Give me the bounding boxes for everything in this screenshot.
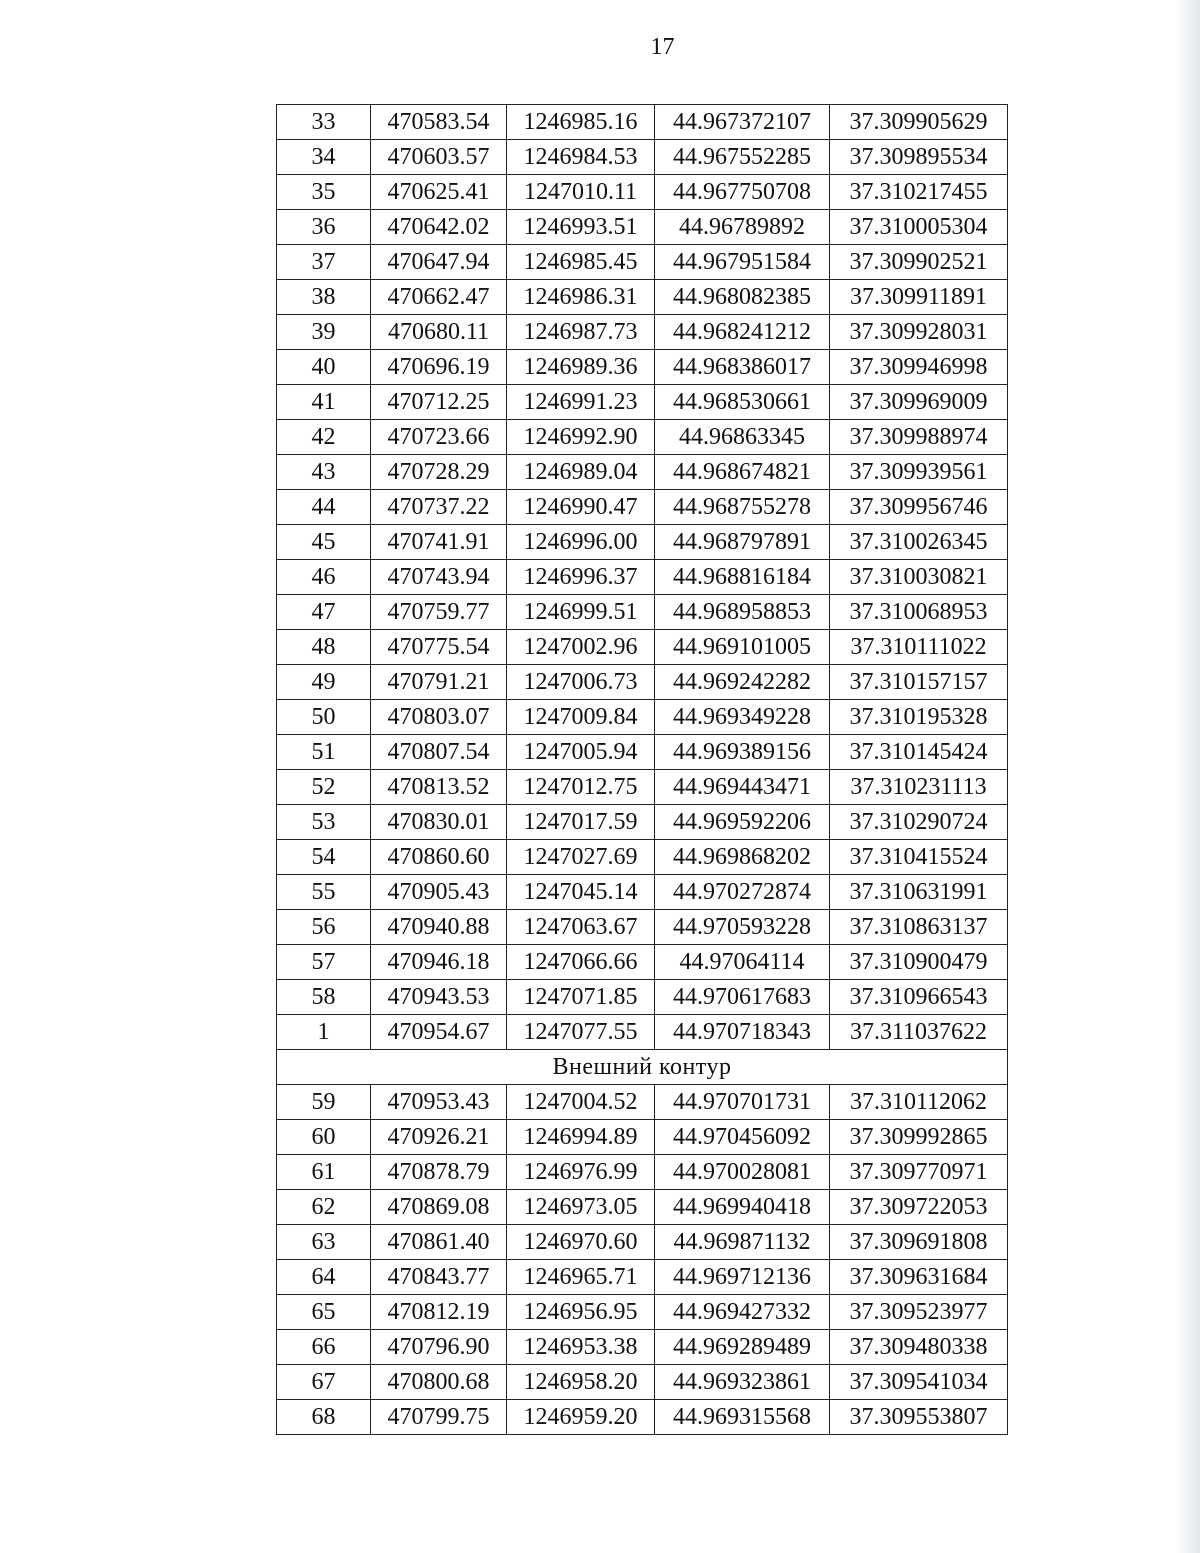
- longitude-cell: 37.310966543: [830, 980, 1008, 1015]
- table-row: [277, 630, 1008, 665]
- x-coordinate-cell: 470800.68: [371, 1365, 507, 1400]
- x-coordinate-cell: 470799.75: [371, 1400, 507, 1435]
- latitude-cell: 44.968797891: [655, 525, 830, 560]
- point-number-cell: 37: [277, 245, 371, 280]
- y-coordinate-cell: 1246959.20: [507, 1400, 655, 1435]
- longitude-cell: 37.310900479: [830, 945, 1008, 980]
- x-coordinate-cell: 470869.08: [371, 1190, 507, 1225]
- point-number-cell: 41: [277, 385, 371, 420]
- y-coordinate-cell: 1246989.36: [507, 350, 655, 385]
- coordinates-table-body: [277, 105, 1008, 1435]
- longitude-cell: 37.310863137: [830, 910, 1008, 945]
- latitude-cell: 44.969349228: [655, 700, 830, 735]
- table-row: [277, 595, 1008, 630]
- table-row: [277, 140, 1008, 175]
- x-coordinate-cell: 470940.88: [371, 910, 507, 945]
- table-row: [277, 1225, 1008, 1260]
- y-coordinate-cell: 1247006.73: [507, 665, 655, 700]
- point-number-cell: 47: [277, 595, 371, 630]
- x-coordinate-cell: 470642.02: [371, 210, 507, 245]
- table-row: [277, 315, 1008, 350]
- point-number-cell: 49: [277, 665, 371, 700]
- latitude-cell: 44.970617683: [655, 980, 830, 1015]
- latitude-cell: 44.969323861: [655, 1365, 830, 1400]
- point-number-cell: 60: [277, 1120, 371, 1155]
- table-row: [277, 700, 1008, 735]
- longitude-cell: 37.311037622: [830, 1015, 1008, 1050]
- longitude-cell: 37.310290724: [830, 805, 1008, 840]
- longitude-cell: 37.310111022: [830, 630, 1008, 665]
- y-coordinate-cell: 1246987.73: [507, 315, 655, 350]
- point-number-cell: 65: [277, 1295, 371, 1330]
- table-row: [277, 910, 1008, 945]
- longitude-cell: 37.309722053: [830, 1190, 1008, 1225]
- point-number-cell: 55: [277, 875, 371, 910]
- x-coordinate-cell: 470775.54: [371, 630, 507, 665]
- y-coordinate-cell: 1246996.00: [507, 525, 655, 560]
- y-coordinate-cell: 1246984.53: [507, 140, 655, 175]
- y-coordinate-cell: 1246996.37: [507, 560, 655, 595]
- point-number-cell: 46: [277, 560, 371, 595]
- y-coordinate-cell: 1247077.55: [507, 1015, 655, 1050]
- longitude-cell: 37.310157157: [830, 665, 1008, 700]
- point-number-cell: 48: [277, 630, 371, 665]
- point-number-cell: 35: [277, 175, 371, 210]
- y-coordinate-cell: 1246989.04: [507, 455, 655, 490]
- latitude-cell: 44.968386017: [655, 350, 830, 385]
- y-coordinate-cell: 1246991.23: [507, 385, 655, 420]
- y-coordinate-cell: 1247066.66: [507, 945, 655, 980]
- longitude-cell: 37.310195328: [830, 700, 1008, 735]
- longitude-cell: 37.309895534: [830, 140, 1008, 175]
- table-row: [277, 560, 1008, 595]
- table-row: [277, 840, 1008, 875]
- y-coordinate-cell: 1246994.89: [507, 1120, 655, 1155]
- table-row: [277, 1190, 1008, 1225]
- x-coordinate-cell: 470741.91: [371, 525, 507, 560]
- longitude-cell: 37.310005304: [830, 210, 1008, 245]
- table-row: [277, 525, 1008, 560]
- latitude-cell: 44.968816184: [655, 560, 830, 595]
- section-title: Внешний контур: [277, 1050, 1008, 1085]
- longitude-cell: 37.310030821: [830, 560, 1008, 595]
- longitude-cell: 37.310231113: [830, 770, 1008, 805]
- scan-edge-shadow: [1176, 0, 1200, 1553]
- point-number-cell: 50: [277, 700, 371, 735]
- point-number-cell: 64: [277, 1260, 371, 1295]
- y-coordinate-cell: 1247010.11: [507, 175, 655, 210]
- x-coordinate-cell: 470603.57: [371, 140, 507, 175]
- x-coordinate-cell: 470830.01: [371, 805, 507, 840]
- table-row: [277, 875, 1008, 910]
- x-coordinate-cell: 470647.94: [371, 245, 507, 280]
- point-number-cell: 40: [277, 350, 371, 385]
- y-coordinate-cell: 1247012.75: [507, 770, 655, 805]
- longitude-cell: 37.309631684: [830, 1260, 1008, 1295]
- y-coordinate-cell: 1247017.59: [507, 805, 655, 840]
- coordinates-table: [276, 104, 1008, 1435]
- latitude-cell: 44.969443471: [655, 770, 830, 805]
- y-coordinate-cell: 1246958.20: [507, 1365, 655, 1400]
- table-row: [277, 1260, 1008, 1295]
- x-coordinate-cell: 470807.54: [371, 735, 507, 770]
- latitude-cell: 44.97064114: [655, 945, 830, 980]
- point-number-cell: 54: [277, 840, 371, 875]
- x-coordinate-cell: 470905.43: [371, 875, 507, 910]
- y-coordinate-cell: 1246976.99: [507, 1155, 655, 1190]
- table-row: [277, 980, 1008, 1015]
- y-coordinate-cell: 1246990.47: [507, 490, 655, 525]
- latitude-cell: 44.969427332: [655, 1295, 830, 1330]
- latitude-cell: 44.968958853: [655, 595, 830, 630]
- x-coordinate-cell: 470926.21: [371, 1120, 507, 1155]
- x-coordinate-cell: 470712.25: [371, 385, 507, 420]
- longitude-cell: 37.309911891: [830, 280, 1008, 315]
- point-number-cell: 36: [277, 210, 371, 245]
- y-coordinate-cell: 1247071.85: [507, 980, 655, 1015]
- point-number-cell: 44: [277, 490, 371, 525]
- longitude-cell: 37.309541034: [830, 1365, 1008, 1400]
- table-row: [277, 665, 1008, 700]
- x-coordinate-cell: 470943.53: [371, 980, 507, 1015]
- latitude-cell: 44.968530661: [655, 385, 830, 420]
- y-coordinate-cell: 1247002.96: [507, 630, 655, 665]
- point-number-cell: 63: [277, 1225, 371, 1260]
- table-row: [277, 945, 1008, 980]
- latitude-cell: 44.96863345: [655, 420, 830, 455]
- table-row: [277, 1330, 1008, 1365]
- latitude-cell: 44.969592206: [655, 805, 830, 840]
- table-row: [277, 175, 1008, 210]
- x-coordinate-cell: 470843.77: [371, 1260, 507, 1295]
- longitude-cell: 37.309770971: [830, 1155, 1008, 1190]
- x-coordinate-cell: 470662.47: [371, 280, 507, 315]
- point-number-cell: 34: [277, 140, 371, 175]
- latitude-cell: 44.969101005: [655, 630, 830, 665]
- x-coordinate-cell: 470813.52: [371, 770, 507, 805]
- latitude-cell: 44.970718343: [655, 1015, 830, 1050]
- point-number-cell: 1: [277, 1015, 371, 1050]
- table-row: [277, 455, 1008, 490]
- longitude-cell: 37.310631991: [830, 875, 1008, 910]
- table-row: [277, 1365, 1008, 1400]
- point-number-cell: 57: [277, 945, 371, 980]
- longitude-cell: 37.309956746: [830, 490, 1008, 525]
- latitude-cell: 44.970272874: [655, 875, 830, 910]
- latitude-cell: 44.969871132: [655, 1225, 830, 1260]
- table-row: [277, 1085, 1008, 1120]
- longitude-cell: 37.310217455: [830, 175, 1008, 210]
- table-row: [277, 1400, 1008, 1435]
- longitude-cell: 37.309691808: [830, 1225, 1008, 1260]
- x-coordinate-cell: 470946.18: [371, 945, 507, 980]
- point-number-cell: 39: [277, 315, 371, 350]
- point-number-cell: 38: [277, 280, 371, 315]
- latitude-cell: 44.969242282: [655, 665, 830, 700]
- y-coordinate-cell: 1246953.38: [507, 1330, 655, 1365]
- point-number-cell: 62: [277, 1190, 371, 1225]
- latitude-cell: 44.96789892: [655, 210, 830, 245]
- x-coordinate-cell: 470743.94: [371, 560, 507, 595]
- y-coordinate-cell: 1246973.05: [507, 1190, 655, 1225]
- table-row: [277, 735, 1008, 770]
- point-number-cell: 56: [277, 910, 371, 945]
- latitude-cell: 44.970701731: [655, 1085, 830, 1120]
- y-coordinate-cell: 1246999.51: [507, 595, 655, 630]
- latitude-cell: 44.970456092: [655, 1120, 830, 1155]
- y-coordinate-cell: 1246970.60: [507, 1225, 655, 1260]
- x-coordinate-cell: 470812.19: [371, 1295, 507, 1330]
- latitude-cell: 44.969315568: [655, 1400, 830, 1435]
- latitude-cell: 44.968082385: [655, 280, 830, 315]
- table-row: [277, 210, 1008, 245]
- longitude-cell: 37.309905629: [830, 105, 1008, 140]
- latitude-cell: 44.969868202: [655, 840, 830, 875]
- table-row: [277, 245, 1008, 280]
- y-coordinate-cell: 1247009.84: [507, 700, 655, 735]
- x-coordinate-cell: 470625.41: [371, 175, 507, 210]
- page-number: 17: [650, 34, 675, 60]
- point-number-cell: 42: [277, 420, 371, 455]
- y-coordinate-cell: 1246965.71: [507, 1260, 655, 1295]
- x-coordinate-cell: 470583.54: [371, 105, 507, 140]
- y-coordinate-cell: 1246986.31: [507, 280, 655, 315]
- x-coordinate-cell: 470954.67: [371, 1015, 507, 1050]
- point-number-cell: 58: [277, 980, 371, 1015]
- latitude-cell: 44.967552285: [655, 140, 830, 175]
- y-coordinate-cell: 1246992.90: [507, 420, 655, 455]
- longitude-cell: 37.310415524: [830, 840, 1008, 875]
- x-coordinate-cell: 470728.29: [371, 455, 507, 490]
- latitude-cell: 44.970028081: [655, 1155, 830, 1190]
- y-coordinate-cell: 1247027.69: [507, 840, 655, 875]
- longitude-cell: 37.309939561: [830, 455, 1008, 490]
- table-row: [277, 1295, 1008, 1330]
- longitude-cell: 37.310026345: [830, 525, 1008, 560]
- table-row: [277, 805, 1008, 840]
- table-row: [277, 350, 1008, 385]
- x-coordinate-cell: 470861.40: [371, 1225, 507, 1260]
- y-coordinate-cell: 1246956.95: [507, 1295, 655, 1330]
- longitude-cell: 37.310068953: [830, 595, 1008, 630]
- latitude-cell: 44.969289489: [655, 1330, 830, 1365]
- point-number-cell: 67: [277, 1365, 371, 1400]
- table-row: [277, 385, 1008, 420]
- longitude-cell: 37.309523977: [830, 1295, 1008, 1330]
- latitude-cell: 44.967951584: [655, 245, 830, 280]
- longitude-cell: 37.309988974: [830, 420, 1008, 455]
- x-coordinate-cell: 470953.43: [371, 1085, 507, 1120]
- x-coordinate-cell: 470737.22: [371, 490, 507, 525]
- latitude-cell: 44.969940418: [655, 1190, 830, 1225]
- table-row: [277, 1155, 1008, 1190]
- latitude-cell: 44.967372107: [655, 105, 830, 140]
- longitude-cell: 37.309946998: [830, 350, 1008, 385]
- x-coordinate-cell: 470860.60: [371, 840, 507, 875]
- longitude-cell: 37.309969009: [830, 385, 1008, 420]
- y-coordinate-cell: 1247063.67: [507, 910, 655, 945]
- table-row: [277, 1015, 1008, 1050]
- longitude-cell: 37.310112062: [830, 1085, 1008, 1120]
- point-number-cell: 52: [277, 770, 371, 805]
- table-row: [277, 280, 1008, 315]
- latitude-cell: 44.969712136: [655, 1260, 830, 1295]
- longitude-cell: 37.309928031: [830, 315, 1008, 350]
- latitude-cell: 44.968241212: [655, 315, 830, 350]
- x-coordinate-cell: 470696.19: [371, 350, 507, 385]
- latitude-cell: 44.969389156: [655, 735, 830, 770]
- point-number-cell: 33: [277, 105, 371, 140]
- y-coordinate-cell: 1246985.16: [507, 105, 655, 140]
- point-number-cell: 66: [277, 1330, 371, 1365]
- table-row: [277, 1120, 1008, 1155]
- table-row: [277, 490, 1008, 525]
- x-coordinate-cell: 470723.66: [371, 420, 507, 455]
- y-coordinate-cell: 1247004.52: [507, 1085, 655, 1120]
- longitude-cell: 37.309902521: [830, 245, 1008, 280]
- x-coordinate-cell: 470791.21: [371, 665, 507, 700]
- point-number-cell: 61: [277, 1155, 371, 1190]
- y-coordinate-cell: 1246985.45: [507, 245, 655, 280]
- y-coordinate-cell: 1247045.14: [507, 875, 655, 910]
- point-number-cell: 68: [277, 1400, 371, 1435]
- x-coordinate-cell: 470878.79: [371, 1155, 507, 1190]
- x-coordinate-cell: 470803.07: [371, 700, 507, 735]
- x-coordinate-cell: 470680.11: [371, 315, 507, 350]
- latitude-cell: 44.970593228: [655, 910, 830, 945]
- section-header-row: [277, 1050, 1008, 1085]
- longitude-cell: 37.309553807: [830, 1400, 1008, 1435]
- y-coordinate-cell: 1246993.51: [507, 210, 655, 245]
- x-coordinate-cell: 470796.90: [371, 1330, 507, 1365]
- table-row: [277, 420, 1008, 455]
- longitude-cell: 37.310145424: [830, 735, 1008, 770]
- point-number-cell: 45: [277, 525, 371, 560]
- y-coordinate-cell: 1247005.94: [507, 735, 655, 770]
- latitude-cell: 44.967750708: [655, 175, 830, 210]
- x-coordinate-cell: 470759.77: [371, 595, 507, 630]
- point-number-cell: 53: [277, 805, 371, 840]
- table-row: [277, 105, 1008, 140]
- point-number-cell: 43: [277, 455, 371, 490]
- longitude-cell: 37.309992865: [830, 1120, 1008, 1155]
- latitude-cell: 44.968674821: [655, 455, 830, 490]
- latitude-cell: 44.968755278: [655, 490, 830, 525]
- point-number-cell: 59: [277, 1085, 371, 1120]
- table-row: [277, 770, 1008, 805]
- point-number-cell: 51: [277, 735, 371, 770]
- longitude-cell: 37.309480338: [830, 1330, 1008, 1365]
